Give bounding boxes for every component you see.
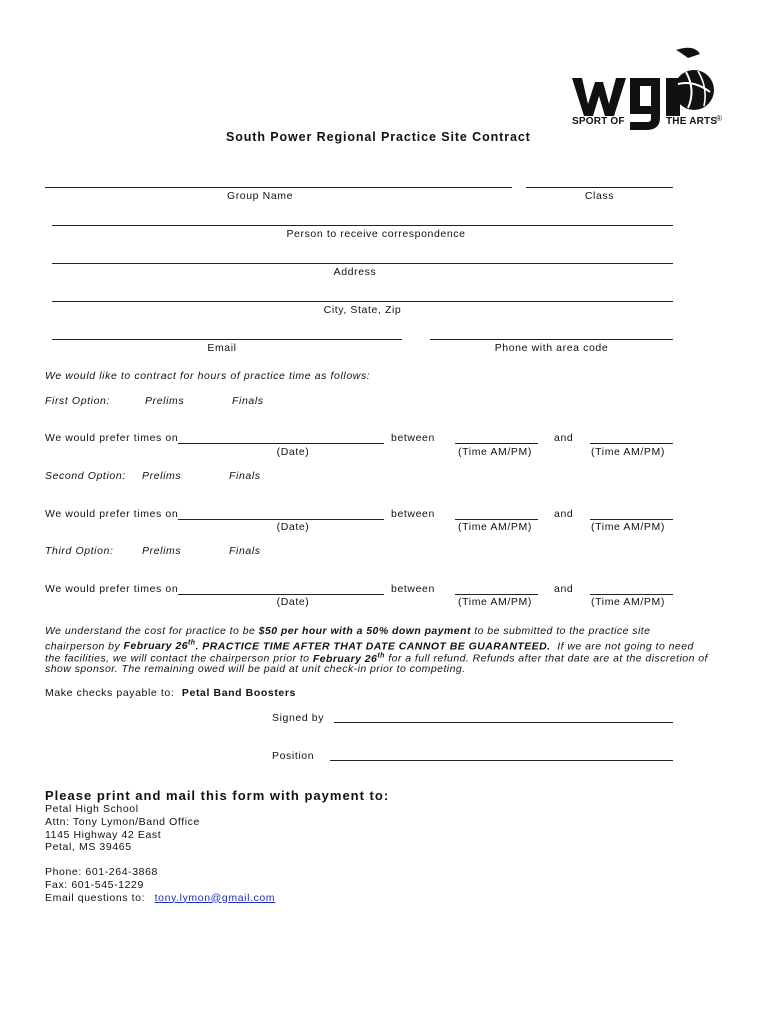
mail-address-line-1: Petal High School [45,803,139,815]
between-3: between [391,583,435,595]
terms-deadline-1: February 26th [123,639,196,653]
terms-text-8: the facilities, we will contact the chairperson prior to [45,652,310,665]
and-1: and [554,432,574,444]
time-start-line-2[interactable] [455,519,538,520]
checks-payee: Petal Band Boosters [181,687,296,699]
contact-email-row [45,892,275,905]
phone-label: Phone with area code [494,342,609,354]
terms-cost: $50 per hour with a 50% down payment [258,625,471,637]
option-2-finals[interactable]: Finals [229,470,261,482]
phone-line[interactable] [430,339,673,340]
date-caption-2: (Date) [276,521,310,533]
date-line-3[interactable] [178,594,384,595]
terms-text-11: show sponsor. The remaining owed will be paid at unit check-in prior to competing. [45,662,466,675]
between-2: between [391,508,435,520]
class-line[interactable] [526,187,673,188]
position-label: Position [272,750,315,762]
group-name-line[interactable] [45,187,512,188]
city-line[interactable] [52,301,673,302]
terms-deadline-2: February 26th [312,652,385,665]
date-line-1[interactable] [178,443,384,444]
contact-phone: Phone: 601-264-3868 [45,866,158,878]
person-line[interactable] [52,225,673,226]
and-2: and [554,508,574,520]
mail-address-line-3: 1145 Highway 42 East [45,828,162,841]
terms-text-1: We understand the cost for practice to be [45,625,256,637]
and-3: and [554,583,574,595]
contact-email-label: Email questions to: [45,891,146,904]
prefer-text-1: We would prefer times on [45,432,179,444]
logo-registered-mark: ® [716,114,722,123]
time-start-caption-3: (Time AM/PM) [458,596,532,608]
date-caption-1: (Date) [276,446,310,458]
terms-line-4 [45,663,466,676]
time-start-line-1[interactable] [455,443,538,444]
logo-right-text: THE ARTS [666,116,718,127]
contact-email-link[interactable]: tony.lymon@gmail.com [154,891,276,904]
time-end-caption-1: (Time AM/PM) [591,446,665,458]
date-caption-3: (Date) [276,596,310,608]
mail-address-line-2: Attn: Tony Lymon/Band Office [45,815,200,828]
option-3-prelims[interactable]: Prelims [142,545,182,557]
mail-address-line-4: Petal, MS 39465 [45,841,132,854]
option-1-prelims[interactable]: Prelims [145,395,185,407]
intro-text: We would like to contract for hours of practice time as follows: [45,370,371,382]
option-1-label: First Option: [45,395,110,407]
time-start-caption-1: (Time AM/PM) [458,446,532,458]
prefer-text-3: We would prefer times on [45,583,179,595]
person-label: Person to receive correspondence [286,228,466,240]
signed-by-label: Signed by [272,712,325,724]
terms-line-1 [45,625,650,638]
time-start-caption-2: (Time AM/PM) [458,521,532,533]
prefer-text-2: We would prefer times on [45,508,179,520]
mail-heading: Please print and mail this form with payment to: [45,788,390,803]
time-end-line-2[interactable] [590,519,673,520]
contact-fax: Fax: 601-545-1229 [45,878,144,891]
page-title: South Power Regional Practice Site Contract [226,130,531,144]
city-label: City, State, Zip [323,304,402,316]
wgi-logo [568,44,728,130]
time-end-caption-3: (Time AM/PM) [591,596,665,608]
time-end-line-1[interactable] [590,443,673,444]
contact-info [45,866,275,904]
terms-warning: . PRACTICE TIME AFTER THAT DATE CANNOT BE GUARANTEED. [195,640,551,653]
time-end-caption-2: (Time AM/PM) [591,521,665,533]
checks-line [45,687,296,699]
time-end-line-3[interactable] [590,594,673,595]
address-line[interactable] [52,263,673,264]
terms-text-4: chairperson by [45,640,121,653]
option-3-label: Third Option: [45,545,114,557]
option-3-finals[interactable]: Finals [229,545,261,557]
date-line-2[interactable] [178,519,384,520]
group-name-label: Group Name [226,190,294,202]
option-2-label: Second Option: [45,470,126,482]
terms-text-7: If we are not going to need [557,640,694,653]
option-1-finals[interactable]: Finals [232,395,264,407]
class-label: Class [584,190,615,202]
time-start-line-3[interactable] [455,594,538,595]
address-label: Address [333,266,377,278]
logo-left-text: SPORT OF [572,116,625,127]
checks-label: Make checks payable to: [45,687,175,699]
terms-text-3: to be submitted to the practice site [474,625,651,637]
option-2-prelims[interactable]: Prelims [142,470,182,482]
terms-text-10: for a full refund. Refunds after that date are at the discretion of [388,652,708,665]
signature-line[interactable] [334,722,673,723]
email-label: Email [207,342,237,354]
mail-address [45,803,200,854]
email-line[interactable] [52,339,402,340]
between-1: between [391,432,435,444]
position-line[interactable] [330,760,673,761]
